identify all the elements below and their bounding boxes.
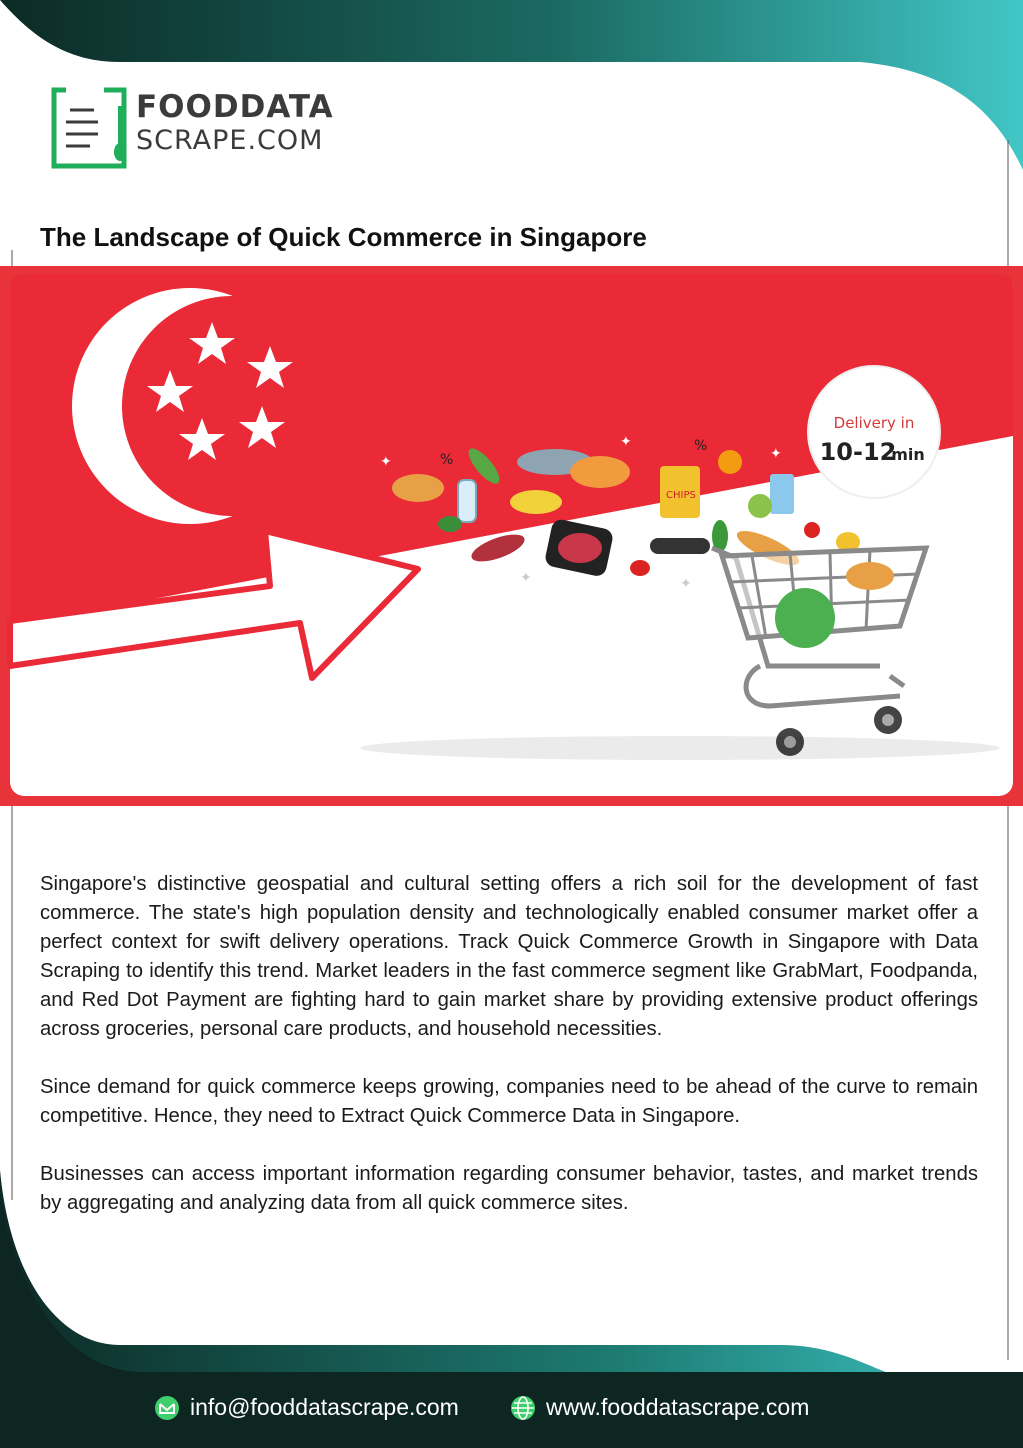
paragraph: Singapore's distinctive geospatial and cultural setting offers a rich soil for the development of fast commerce. The state's high population density and technologically enabled consumer market offer a perfect context for swift delivery operations. Track Quick Commerce Growth in Singapore with Data Scraping to identify this trend. Market leaders in the fast commerce segment like GrabMart, Foodpanda, and Red Dot Payment are fighting hard to gain market share by providing extensive product offerings across groceries, personal care products, and household necessities.: [40, 873, 978, 1040]
svg-text:✦: ✦: [380, 454, 392, 470]
website-link[interactable]: www.fooddatascrape.com: [546, 1394, 810, 1420]
mail-icon: [154, 1395, 180, 1421]
footer-email[interactable]: [154, 1394, 459, 1421]
percent-label: %: [440, 452, 454, 468]
email-link[interactable]: info@fooddatascrape.com: [190, 1394, 459, 1420]
brand-name-line2: SCRAPE.COM: [136, 125, 324, 156]
delivery-badge: [808, 366, 940, 498]
paragraph: Businesses can access important information regarding consumer behavior, tastes, and market trends by aggregating and analyzing data from all quick commerce sites.: [40, 1163, 978, 1214]
brand-wordmark: [136, 89, 334, 156]
article-body: [40, 870, 978, 1247]
svg-text:✦: ✦: [770, 446, 782, 462]
globe-icon: [510, 1395, 536, 1421]
footer-website[interactable]: [510, 1394, 809, 1421]
badge-value: 10-12: [819, 438, 897, 466]
svg-text:✦: ✦: [520, 570, 532, 586]
cabbage-icon: [775, 588, 835, 648]
svg-text:✦: ✦: [620, 434, 632, 450]
svg-text:✦: ✦: [680, 576, 692, 592]
paragraph: Since demand for quick commerce keeps growing, companies need to be ahead of the curve to remain competitive. Hence, they need to Extract Quick Commerce Data in Singapore.: [40, 1076, 978, 1127]
crescent-moon-icon: [72, 288, 342, 524]
badge-label: Delivery in: [833, 414, 915, 432]
page-title: The Landscape of Quick Commerce in Singapore: [40, 222, 647, 252]
chips-label: CHIPS: [666, 490, 696, 501]
hero-banner: [0, 266, 1023, 806]
brand-name-line1: FOODDATA: [136, 89, 334, 125]
svg-text:%: %: [694, 438, 708, 454]
badge-unit: min: [891, 445, 925, 464]
